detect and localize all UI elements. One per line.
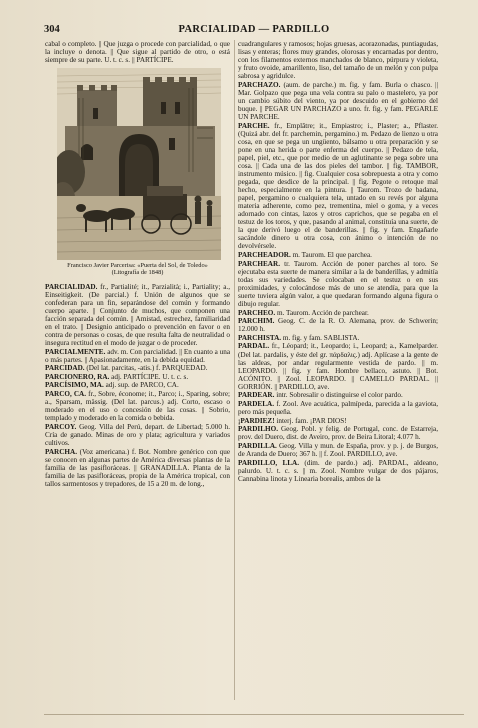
entry-definition: cuadrangulares y ramosos; hojas gruesas, acorazonadas, puntiagudas, lisas y enteras; flores muy grandes, olorosas y encarnadas por dentro, con los filamentos externos manchados de blanco, púrpura y violeta, y fruto ovoide, amarillento, liso, del tamaño de un melón y con pulpa sabrosa y agridulce.	[238, 40, 438, 81]
entry-headword: PARCHISTA.	[238, 333, 282, 342]
left-intro-text: cabal o completo. || Que juzga o procede con parcialidad, o que la incluye o denota. || Que sigue al partido de otro, o está siempre de su parte. U. t. c. s. || PARTÍCIPE.	[45, 40, 230, 65]
entry-headword: PARCHEO.	[238, 308, 276, 317]
dictionary-entry	[238, 400, 438, 416]
entry-definition: fr., Sobre, économe; it., Parco; i., Sparing, sobre; a., Sparsam, mässig. (Del lat. parcus.) adj. Corto, escaso o moderado en el uso o concesión de las cosas. || Sobrio, templado y moderado en la comida o bebida.	[45, 390, 231, 423]
entry-definition: adj. PARTÍCIPE. U. t. c. s.	[111, 372, 189, 381]
entry-headword: PARCIALMENTE.	[45, 347, 106, 356]
dictionary-entry	[45, 364, 230, 372]
entry-definition: adv. m. Con parcialidad. || En cuanto a una o más partes. || Apasionadamente, en la debida equidad.	[45, 347, 231, 364]
dictionary-entry	[238, 81, 438, 121]
dictionary-entry	[238, 260, 438, 308]
dictionary-entry	[238, 342, 438, 390]
entry-headword: ¡PARDIEZ!	[238, 416, 275, 425]
entry-headword: PARDAL.	[238, 342, 270, 351]
dictionary-entry	[45, 381, 230, 389]
left-entries-list	[45, 283, 230, 488]
entry-headword: PARCÍSIMO, MA.	[45, 381, 104, 390]
page-header	[44, 24, 464, 38]
left-column	[45, 40, 230, 488]
dictionary-entry	[238, 425, 438, 441]
entry-headword: PARCIALIDAD.	[45, 282, 98, 291]
entry-headword: PARDILLO, LLA.	[238, 458, 300, 467]
dictionary-entry	[45, 283, 230, 347]
dictionary-entry	[45, 348, 230, 364]
entry-headword: PARCHEADOR.	[238, 251, 291, 259]
entry-definition: tr. Taurom. Acción de poner parches al toro. Se ejecutaba esta suerte de manera similar a la de banderillas, y admitía todas sus variedades. Se colocaban en el testuz o en sus proximidades, y colocándose más de uno se atendía, para que la suerte tuviera algún valor, a que quedaran formando alguna figura o dibujo regular.	[238, 259, 438, 308]
dictionary-entry	[238, 309, 438, 317]
entry-headword: PARDILHO.	[238, 425, 278, 434]
caption-line-1: Francisco Javier Parcerisa: «Puerta del Sol, de Toledo»	[67, 262, 208, 270]
dictionary-entry	[238, 442, 438, 458]
toledo-gate-illustration	[57, 68, 221, 260]
right-entries-list	[238, 40, 438, 483]
illustration-caption	[45, 262, 230, 276]
page-title: PARCIALIDAD — PARDILLO	[178, 24, 330, 35]
lithograph-image	[57, 68, 221, 260]
dictionary-entry	[238, 417, 438, 425]
right-column	[238, 40, 438, 483]
dictionary-entry	[238, 317, 438, 333]
entry-definition: (Del lat. parcitas, -atis.) f. PARQUEDAD.	[86, 364, 208, 373]
entry-headword: PARCIDAD.	[45, 364, 85, 373]
dictionary-entry	[238, 122, 438, 251]
entry-headword: PARDILLA.	[238, 442, 277, 451]
entry-definition: interj. fam. ¡PAR DIOS!	[276, 416, 347, 425]
dictionary-entry	[45, 448, 230, 488]
page-number: 304	[44, 24, 60, 35]
entry-headword: PARCHA.	[45, 447, 78, 456]
entry-headword: PARCHAZO.	[238, 80, 281, 89]
caption-line-2: (Litografía de 1848)	[111, 269, 164, 277]
entry-headword: PARDEAR.	[238, 391, 275, 400]
column-divider	[234, 40, 235, 700]
dictionary-entry	[238, 40, 438, 80]
entry-definition: Geog. Villa y mun. de España, prov. y p. j. de Burgos, de Aranda de Duero; 367 h. || f. Zool. PARDILLO, ave.	[238, 442, 438, 459]
dictionary-entry	[238, 334, 438, 342]
dictionary-entry	[45, 373, 230, 381]
dictionary-entry	[238, 459, 438, 483]
dictionary-entry	[238, 391, 438, 399]
entry-definition: m. Taurom. Acción de parchear.	[277, 308, 369, 317]
entry-definition: fr., Emplâtre; it., Empiastro; i., Plaster; a., Pflaster. (Quizá abr. del fr. parchemin, pergamino.) m. Pedazo de lienzo u otra cosa, en que se pega un ungüento, bálsamo u otra preparación y se pone en una herida o parte enferma del cuerpo. || Pedazo de tela, papel, piel, etc., que por medio de un aglutinante se pega sobre una cosa. || Cada una de las dos pieles del tambor. || fig. TAMBOR, instrumento músico. || fig. Cualquier cosa sobrepuesta a otra y como pegada, que desdice de la principal. || fig. Pegote o retoque mal hecho, especialmente en la pintura. || Taurom. Trozo de badana, papel, pergamino o cualquiera tela, untado en su revés por alguna materia adherente, como pez, trementina, miel o goma, y a veces adornado con cintas, lazos y otros caprichos, que se pegaba en el testuz de los toros, y que, pasando al animal, constituía una suerte, de la que derivó luego el de banderillas. || fig. y fam. Engañarle sacándole dinero u otra cosa, con ánimo o intención de no devolvérsele.	[238, 121, 439, 251]
dictionary-entry	[238, 251, 438, 259]
entry-definition: Geog. C. de la R. O. Alemana, prov. de Schwerin; 12.000 h.	[238, 317, 439, 334]
entry-definition: m. Taurom. El que parchea.	[292, 251, 372, 259]
entry-headword: PARCHIM.	[238, 317, 275, 326]
entry-headword: PARCOY.	[45, 422, 77, 431]
entry-headword: PARCIONERO, RA.	[45, 372, 110, 381]
entry-definition: fr., Partialité; it., Parzialità; i., Partiality; a., Einseitigkeit. (De parcial.) f. Unión de algunos que se confederan para un fin, separándose del común y formando cuerpo aparte. || Conjunto de muchos, que componen una facción separada del común. || Amistad, estrechez, familiaridad en el trato. || Designio anticipado o prevención en favor o en contra de personas o cosas, de que resulta falta de neutralidad o insegura rectitud en el modo de juzgar o de proceder.	[45, 282, 230, 347]
entry-definition: f. Zool. Ave acuática, palmípeda, parecida a la gaviota, pero más pequeña.	[238, 400, 439, 417]
dictionary-entry	[45, 390, 230, 422]
page-footer-rule	[44, 714, 464, 723]
entry-definition: (aum. de parche.) m. fig. y fam. Burla o chasco. || Mar. Golpazo que pega una vela contra su palo o mastelero, ya por un cambio súbito del viento, ya por descuido en el gobierno del buque. || PEGAR UN PARCHAZO a uno. fr. fig. y fam. PEGARLE UN PARCHE.	[238, 80, 439, 122]
entry-headword: PARCHE.	[238, 121, 270, 130]
entry-definition: intr. Sobresalir o distinguirse el color pardo.	[276, 391, 403, 400]
entry-definition: fr., Léopard; it., Leopardo; i., Leopard; a., Kamelparder. (Del lat. pardalis, y éste del gr. πάρδαλις.) adj. Aplícase a la gente de las aldeas, por andar regularmente vestida de pardo. || m. LEOPARDO. || fig. y fam. Hombre bellaco, astuto. || Bot. ACÓNITO. || Zool. LEOPARDO. || CAMELLO PARDAL. || GORRIÓN. || PARDILLO, ave.	[238, 342, 438, 391]
entry-headword: PARCO, CA.	[45, 390, 87, 399]
entry-definition: m. fig. y fam. SABLISTA.	[282, 333, 360, 342]
entry-definition: (Voz americana.) f. Bot. Nombre genérico con que se conocen en algunas partes de América diversas plantas de la familia de las pasifloráceas. || GRANADILLA. Planta de la familia de las pasifloráceas, propia de la América tropical, con tallos sarmentosos y trepadores, de 15 a 20 m. de long.,	[45, 447, 231, 488]
entry-definition: Geog. Pobl. y felig. de Portugal, conc. de Estarreja, prov. del Duero, dist. de Aveiro, prov. de Beira Litoral; 4.077 h.	[238, 425, 439, 442]
entry-definition: Geog. Villa del Perú, depart. de Libertad; 5.000 h. Cría de ganado. Minas de oro y plata; agricultura y variados cultivos.	[45, 422, 231, 447]
entry-headword: PARCHEAR.	[238, 259, 280, 268]
dictionary-entry	[45, 423, 230, 447]
entry-headword: PARDELA.	[238, 400, 275, 408]
entry-definition: adj. sup. de PARCO, CA.	[105, 381, 179, 390]
entry-definition: (dim. de pardo.) adj. PARDAL, aldeano, palurdo. U. t. c. s. || m. Zool. Nombre vulgar de dos pájaros, Cannabina linota y Linearia borealis, ambos de la	[238, 458, 439, 483]
